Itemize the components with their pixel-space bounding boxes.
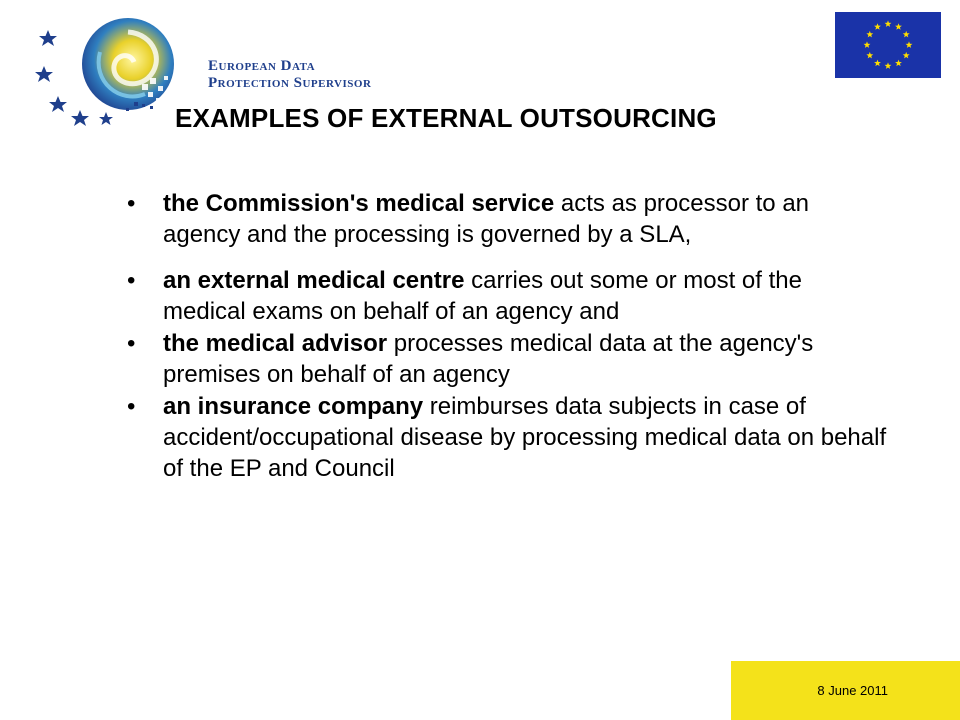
bullet-bold-text: an insurance company (163, 393, 424, 420)
eu-star-icon (906, 41, 913, 48)
page-title: EXAMPLES OF EXTERNAL OUTSOURCING (175, 103, 717, 133)
bullet-icon: • (127, 267, 136, 294)
bullet-text: reimburses data subjects in case of accident/occupational disease by processing medical data on behalf of the EP and Council (163, 393, 887, 482)
logo-line-1: European Data (208, 58, 316, 74)
bullet-bold-text: the medical advisor (163, 330, 388, 357)
eu-star-icon (874, 60, 881, 67)
eu-stars-icon (835, 12, 941, 78)
eu-star-icon (866, 31, 873, 38)
bullet-text: acts as processor to an agency and the processing is governed by a SLA, (163, 190, 810, 248)
footer-date: 8 June 2011 (817, 683, 888, 698)
eu-star-icon (864, 41, 871, 48)
list-item (127, 188, 887, 250)
eu-flag-icon (835, 12, 941, 78)
eu-star-icon (885, 62, 892, 69)
bullet-icon: • (127, 190, 136, 217)
list-item (127, 328, 887, 390)
bullet-list (127, 188, 887, 484)
eu-star-icon (866, 52, 873, 59)
bullet-bold-text: an external medical centre (163, 267, 465, 294)
logo-wordmark (208, 58, 371, 92)
list-item (127, 391, 887, 484)
list-item (127, 265, 887, 327)
eu-star-icon (885, 20, 892, 27)
eu-star-icon (895, 60, 902, 67)
eu-star-icon (874, 23, 881, 30)
eu-star-icon (895, 23, 902, 30)
footer-date-box (731, 661, 960, 720)
bullet-text: carries out some or most of the medical exams on behalf of an agency and (163, 267, 802, 325)
bullet-text: processes medical data at the agency's premises on behalf of an agency (163, 330, 814, 388)
eu-star-icon (903, 31, 910, 38)
bullet-icon: • (127, 330, 136, 357)
bullet-icon: • (127, 393, 136, 420)
logo-line-2: Protection Supervisor (208, 75, 372, 91)
bullet-bold-text: the Commission's medical service (163, 190, 555, 217)
eu-star-icon (903, 52, 910, 59)
